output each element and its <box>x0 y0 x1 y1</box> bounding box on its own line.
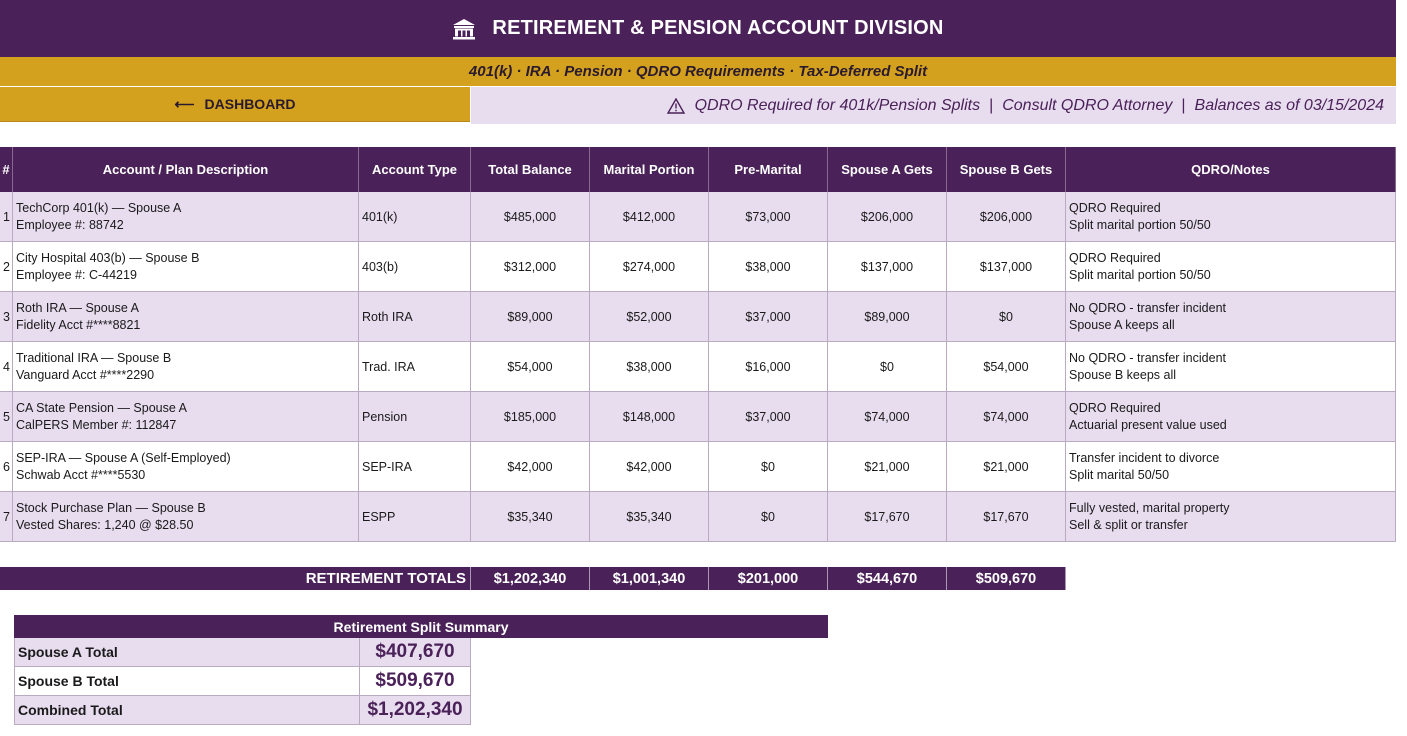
pre-marital: $16,000 <box>709 342 828 392</box>
row-number: 3 <box>0 292 13 342</box>
qdro-notes-line-1: QDRO Required <box>1069 400 1161 415</box>
col-header-spouse-a: Spouse A Gets <box>828 147 947 192</box>
qdro-notes-line-2: Split marital 50/50 <box>1069 467 1170 482</box>
spouse-b-gets: $54,000 <box>947 342 1066 392</box>
qdro-notes-line-2: Split marital portion 50/50 <box>1069 217 1211 232</box>
account-description <box>13 342 359 392</box>
row-number: 2 <box>0 242 13 292</box>
bank-icon <box>452 18 476 40</box>
col-header-notes: QDRO/Notes <box>1066 147 1396 192</box>
total-balance: $485,000 <box>471 192 590 242</box>
totals-pre-marital: $201,000 <box>709 567 828 590</box>
pre-marital: $37,000 <box>709 292 828 342</box>
qdro-notes <box>1066 242 1396 292</box>
account-description-line-2: Employee #: 88742 <box>16 217 124 232</box>
spouse-b-gets: $21,000 <box>947 442 1066 492</box>
total-balance: $185,000 <box>471 392 590 442</box>
total-balance: $42,000 <box>471 442 590 492</box>
account-description-line-2: Schwab Acct #****5530 <box>16 467 146 482</box>
qdro-notes-line-2: Spouse B keeps all <box>1069 367 1177 382</box>
qdro-notes <box>1066 442 1396 492</box>
spouse-b-gets: $137,000 <box>947 242 1066 292</box>
account-description <box>13 442 359 492</box>
marital-portion: $52,000 <box>590 292 709 342</box>
account-description <box>13 492 359 542</box>
account-description-line-1: Stock Purchase Plan — Spouse B <box>16 500 206 515</box>
col-header-marital-portion: Marital Portion <box>590 147 709 192</box>
qdro-notes-line-2: Sell & split or transfer <box>1069 517 1188 532</box>
col-header-description: Account / Plan Description <box>13 147 359 192</box>
account-description-line-2: CalPERS Member #: 112847 <box>16 417 177 432</box>
pre-marital: $73,000 <box>709 192 828 242</box>
spouse-a-gets: $17,670 <box>828 492 947 542</box>
col-header-pre-marital: Pre-Marital <box>709 147 828 192</box>
spouse-b-gets: $0 <box>947 292 1066 342</box>
summary-label-combined: Combined Total <box>14 696 360 725</box>
account-description <box>13 242 359 292</box>
page-title: RETIREMENT & PENSION ACCOUNT DIVISION <box>492 17 944 39</box>
row-number: 4 <box>0 342 13 392</box>
notice-text-3: Balances as of 03/15/2024 <box>1194 96 1384 114</box>
account-description-line-1: CA State Pension — Spouse A <box>16 400 187 415</box>
account-description <box>13 392 359 442</box>
spouse-b-gets: $17,670 <box>947 492 1066 542</box>
qdro-notes-line-1: Fully vested, marital property <box>1069 500 1230 515</box>
row-number: 1 <box>0 192 13 242</box>
total-balance: $54,000 <box>471 342 590 392</box>
notice-separator: | <box>989 96 994 114</box>
total-balance: $35,340 <box>471 492 590 542</box>
spouse-a-gets: $89,000 <box>828 292 947 342</box>
page-subtitle: 401(k) · IRA · Pension · QDRO Requirements · Tax-Deferred Split <box>468 63 928 80</box>
arrow-left-icon: ⟵ <box>174 95 195 112</box>
qdro-notes-line-1: QDRO Required <box>1069 200 1161 215</box>
summary-label-spouse-a: Spouse A Total <box>14 638 360 667</box>
col-header-spouse-b: Spouse B Gets <box>947 147 1066 192</box>
summary-label-spouse-b: Spouse B Total <box>14 667 360 696</box>
totals-spouse-a: $544,670 <box>828 567 947 590</box>
row-number: 5 <box>0 392 13 442</box>
qdro-notes-line-2: Split marital portion 50/50 <box>1069 267 1211 282</box>
total-balance: $89,000 <box>471 292 590 342</box>
account-description-line-2: Employee #: C-44219 <box>16 267 137 282</box>
totals-label: RETIREMENT TOTALS <box>0 567 471 590</box>
row-number: 6 <box>0 442 13 492</box>
col-header-number: # <box>0 147 13 192</box>
account-type: 403(b) <box>359 242 471 292</box>
summary-title: Retirement Split Summary <box>14 615 828 638</box>
summary-value-combined: $1,202,340 <box>360 696 471 725</box>
qdro-notes-line-1: Transfer incident to divorce <box>1069 450 1220 465</box>
summary-value-spouse-b: $509,670 <box>360 667 471 696</box>
qdro-notes-line-1: No QDRO - transfer incident <box>1069 350 1226 365</box>
spouse-a-gets: $137,000 <box>828 242 947 292</box>
dashboard-button-label: DASHBOARD <box>204 96 296 112</box>
spouse-a-gets: $21,000 <box>828 442 947 492</box>
account-description-line-1: Traditional IRA — Spouse B <box>16 350 172 365</box>
dashboard-button[interactable] <box>0 87 470 122</box>
pre-marital: $0 <box>709 442 828 492</box>
account-description-line-1: TechCorp 401(k) — Spouse A <box>16 200 182 215</box>
pre-marital: $0 <box>709 492 828 542</box>
marital-portion: $35,340 <box>590 492 709 542</box>
spouse-a-gets: $74,000 <box>828 392 947 442</box>
warning-icon <box>667 98 685 114</box>
account-type: ESPP <box>359 492 471 542</box>
account-description-line-2: Vested Shares: 1,240 @ $28.50 <box>16 517 194 532</box>
account-description-line-1: City Hospital 403(b) — Spouse B <box>16 250 200 265</box>
notice-text-2: Consult QDRO Attorney <box>1002 96 1173 114</box>
account-type: Trad. IRA <box>359 342 471 392</box>
qdro-notes-line-1: No QDRO - transfer incident <box>1069 300 1226 315</box>
account-description-line-2: Vanguard Acct #****2290 <box>16 367 155 382</box>
qdro-notes-line-2: Spouse A keeps all <box>1069 317 1175 332</box>
qdro-notes <box>1066 342 1396 392</box>
qdro-notes <box>1066 492 1396 542</box>
totals-total-balance: $1,202,340 <box>471 567 590 590</box>
marital-portion: $274,000 <box>590 242 709 292</box>
pre-marital: $38,000 <box>709 242 828 292</box>
spouse-a-gets: $0 <box>828 342 947 392</box>
qdro-notes-line-1: QDRO Required <box>1069 250 1161 265</box>
qdro-notice <box>471 87 1396 124</box>
qdro-notes-line-2: Actuarial present value used <box>1069 417 1227 432</box>
marital-portion: $148,000 <box>590 392 709 442</box>
account-type: 401(k) <box>359 192 471 242</box>
col-header-account-type: Account Type <box>359 147 471 192</box>
row-number: 7 <box>0 492 13 542</box>
account-description <box>13 292 359 342</box>
account-description-line-1: Roth IRA — Spouse A <box>16 300 139 315</box>
pre-marital: $37,000 <box>709 392 828 442</box>
notice-separator: | <box>1181 96 1186 114</box>
spouse-a-gets: $206,000 <box>828 192 947 242</box>
totals-spouse-b: $509,670 <box>947 567 1066 590</box>
account-description-line-1: SEP-IRA — Spouse A (Self-Employed) <box>16 450 231 465</box>
account-type: Pension <box>359 392 471 442</box>
notice-text-1: QDRO Required for 401k/Pension Splits <box>694 96 981 114</box>
account-description <box>13 192 359 242</box>
spouse-b-gets: $74,000 <box>947 392 1066 442</box>
account-type: Roth IRA <box>359 292 471 342</box>
qdro-notes <box>1066 292 1396 342</box>
subtitle-bar <box>0 57 1396 86</box>
page-title-bar <box>0 0 1396 57</box>
qdro-notes <box>1066 192 1396 242</box>
totals-marital-portion: $1,001,340 <box>590 567 709 590</box>
account-type: SEP-IRA <box>359 442 471 492</box>
marital-portion: $412,000 <box>590 192 709 242</box>
total-balance: $312,000 <box>471 242 590 292</box>
account-description-line-2: Fidelity Acct #****8821 <box>16 317 141 332</box>
col-header-total-balance: Total Balance <box>471 147 590 192</box>
marital-portion: $42,000 <box>590 442 709 492</box>
spouse-b-gets: $206,000 <box>947 192 1066 242</box>
qdro-notes <box>1066 392 1396 442</box>
summary-value-spouse-a: $407,670 <box>360 638 471 667</box>
marital-portion: $38,000 <box>590 342 709 392</box>
